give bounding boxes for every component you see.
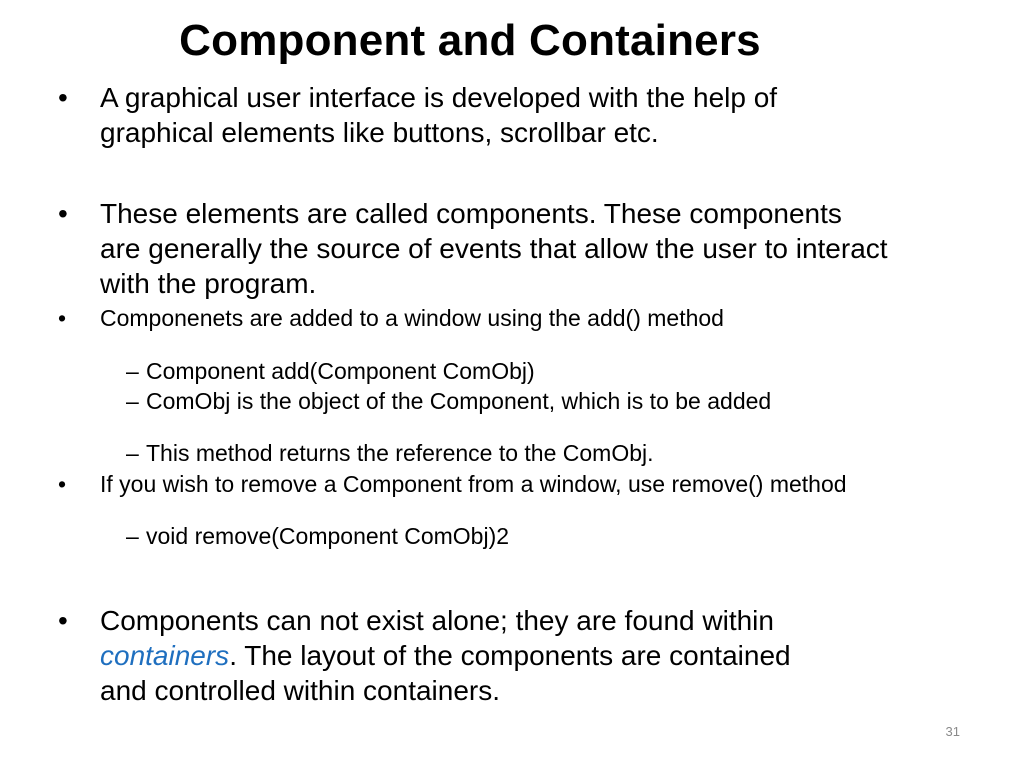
containers-emphasis: containers: [100, 640, 230, 671]
dash-icon: –: [126, 388, 139, 414]
sub-bullet-text-4: void remove(Component ComObj)2: [146, 523, 510, 549]
sub-bullet-text-1: Component add(Component ComObj): [146, 358, 535, 384]
bullet-icon: •: [58, 471, 67, 497]
bullet-text-5-part-2: . The layout of the components are contained and controlled within containers.: [100, 640, 791, 706]
dash-icon: –: [126, 358, 139, 384]
page-number: 31: [945, 724, 960, 739]
bullet-icon: •: [58, 198, 68, 229]
bullet-text-1: A graphical user interface is developed with the help of graphical elements like buttons, scrollbar etc.: [100, 82, 778, 148]
bullet-text-3: Componenets are added to a window using the add() method: [100, 305, 724, 331]
bullet-icon: •: [58, 82, 68, 113]
bullet-text-2: These elements are called components. These components are generally the source of events that allow the user to interact with the program.: [100, 198, 888, 299]
dash-icon: –: [126, 440, 139, 466]
dash-icon: –: [126, 523, 139, 549]
bullet-icon: •: [58, 605, 68, 636]
bullet-text-5-part-1: Components can not exist alone; they are found within: [100, 605, 774, 636]
bullet-text-5: [100, 603, 840, 708]
slide-title: Component and Containers: [179, 16, 761, 65]
sub-bullet-text-3: This method returns the reference to the ComObj.: [146, 440, 654, 466]
sub-bullet-text-2: ComObj is the object of the Component, which is to be added: [146, 388, 772, 414]
bullet-text-4: If you wish to remove a Component from a window, use remove() method: [100, 471, 847, 497]
bullet-icon: •: [58, 305, 67, 331]
